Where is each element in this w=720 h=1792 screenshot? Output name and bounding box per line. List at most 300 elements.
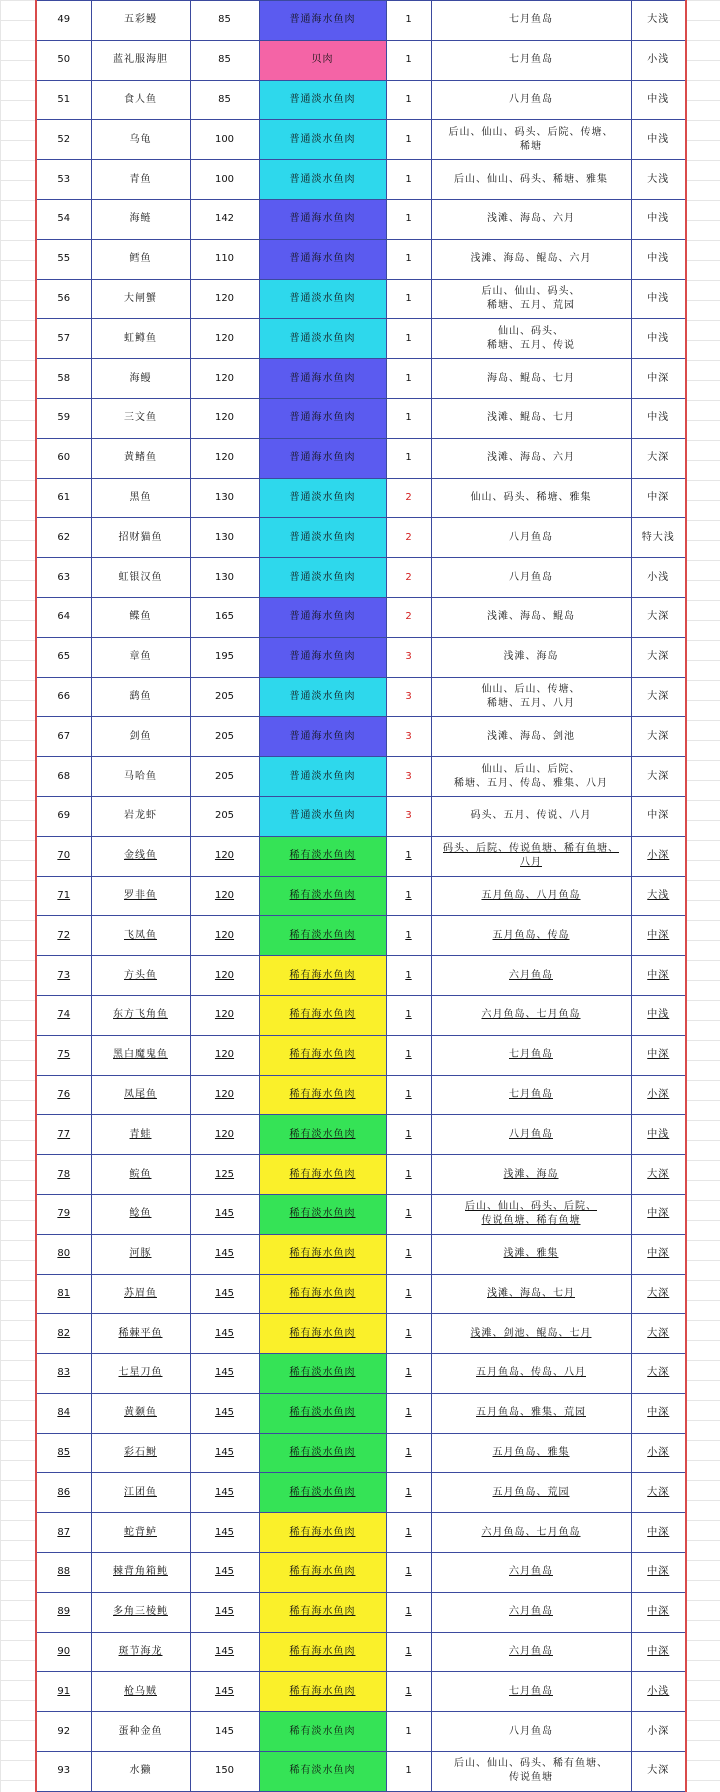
fish-price: 130 bbox=[190, 558, 259, 598]
fish-price: 205 bbox=[190, 717, 259, 757]
fish-quantity: 2 bbox=[386, 478, 431, 518]
fish-locations: 八月鱼岛 bbox=[431, 1115, 631, 1155]
table-row bbox=[36, 796, 686, 836]
row-number: 89 bbox=[36, 1592, 91, 1632]
fish-category: 稀有淡水鱼肉 bbox=[259, 1712, 386, 1752]
fish-size: 中深 bbox=[631, 1234, 686, 1274]
fish-name: 黄鳍鱼 bbox=[91, 438, 190, 478]
fish-price: 120 bbox=[190, 398, 259, 438]
fish-price: 145 bbox=[190, 1393, 259, 1433]
table-row bbox=[36, 916, 686, 956]
fish-size: 小深 bbox=[631, 1075, 686, 1115]
fish-name: 蛇背鲈 bbox=[91, 1513, 190, 1553]
fish-name: 蓝礼服海胆 bbox=[91, 40, 190, 80]
table-row bbox=[36, 1314, 686, 1354]
row-number: 88 bbox=[36, 1553, 91, 1593]
table-row bbox=[36, 160, 686, 200]
fish-size: 大深 bbox=[631, 1752, 686, 1792]
fish-size: 中浅 bbox=[631, 239, 686, 279]
row-number: 91 bbox=[36, 1672, 91, 1712]
fish-price: 85 bbox=[190, 40, 259, 80]
fish-quantity: 1 bbox=[386, 1115, 431, 1155]
table-row bbox=[36, 597, 686, 637]
fish-size: 大深 bbox=[631, 1274, 686, 1314]
fish-price: 145 bbox=[190, 1712, 259, 1752]
fish-name: 青鱼 bbox=[91, 160, 190, 200]
row-number: 62 bbox=[36, 518, 91, 558]
fish-price: 130 bbox=[190, 518, 259, 558]
fish-quantity: 1 bbox=[386, 1194, 431, 1234]
fish-quantity: 1 bbox=[386, 956, 431, 996]
table-row bbox=[36, 1592, 686, 1632]
row-number: 79 bbox=[36, 1194, 91, 1234]
fish-category: 稀有海水鱼肉 bbox=[259, 1632, 386, 1672]
fish-category: 稀有海水鱼肉 bbox=[259, 1234, 386, 1274]
fish-locations: 五月鱼岛、雅集、荒园 bbox=[431, 1393, 631, 1433]
table-row bbox=[36, 836, 686, 876]
fish-quantity: 1 bbox=[386, 916, 431, 956]
fish-size: 中浅 bbox=[631, 120, 686, 160]
row-number: 70 bbox=[36, 836, 91, 876]
fish-locations: 浅滩、海岛、鲲岛 bbox=[431, 597, 631, 637]
fish-quantity: 2 bbox=[386, 558, 431, 598]
fish-locations: 八月鱼岛 bbox=[431, 80, 631, 120]
fish-price: 142 bbox=[190, 199, 259, 239]
row-number: 73 bbox=[36, 956, 91, 996]
fish-quantity: 1 bbox=[386, 80, 431, 120]
fish-name: 河豚 bbox=[91, 1234, 190, 1274]
row-number: 63 bbox=[36, 558, 91, 598]
fish-locations: 浅滩、海岛 bbox=[431, 1155, 631, 1195]
fish-name: 鲽鱼 bbox=[91, 597, 190, 637]
row-number: 64 bbox=[36, 597, 91, 637]
fish-category: 稀有海水鱼肉 bbox=[259, 1155, 386, 1195]
fish-quantity: 1 bbox=[386, 319, 431, 359]
table-row bbox=[36, 319, 686, 359]
fish-locations: 浅滩、海岛 bbox=[431, 637, 631, 677]
fish-size: 中深 bbox=[631, 956, 686, 996]
fish-name: 黄颡鱼 bbox=[91, 1393, 190, 1433]
table-row bbox=[36, 438, 686, 478]
table-row bbox=[36, 40, 686, 80]
fish-category: 普通淡水鱼肉 bbox=[259, 279, 386, 319]
fish-price: 120 bbox=[190, 319, 259, 359]
fish-price: 120 bbox=[190, 1075, 259, 1115]
table-row bbox=[36, 1115, 686, 1155]
fish-quantity: 1 bbox=[386, 239, 431, 279]
fish-price: 205 bbox=[190, 677, 259, 717]
table-row bbox=[36, 359, 686, 399]
fish-size: 中浅 bbox=[631, 80, 686, 120]
fish-name: 枪乌贼 bbox=[91, 1672, 190, 1712]
fish-quantity: 1 bbox=[386, 1433, 431, 1473]
fish-locations: 八月鱼岛 bbox=[431, 1712, 631, 1752]
table-row bbox=[36, 995, 686, 1035]
fish-quantity: 1 bbox=[386, 120, 431, 160]
fish-size: 大深 bbox=[631, 597, 686, 637]
fish-name: 罗非鱼 bbox=[91, 876, 190, 916]
row-number: 87 bbox=[36, 1513, 91, 1553]
fish-name: 五彩鳗 bbox=[91, 1, 190, 41]
fish-locations: 八月鱼岛 bbox=[431, 518, 631, 558]
fish-size: 中深 bbox=[631, 796, 686, 836]
table-row bbox=[36, 717, 686, 757]
row-number: 78 bbox=[36, 1155, 91, 1195]
fish-name: 鲶鱼 bbox=[91, 1194, 190, 1234]
fish-quantity: 1 bbox=[386, 1592, 431, 1632]
fish-price: 195 bbox=[190, 637, 259, 677]
fish-quantity: 1 bbox=[386, 1712, 431, 1752]
fish-size: 大浅 bbox=[631, 1, 686, 41]
table-row bbox=[36, 518, 686, 558]
row-number: 85 bbox=[36, 1433, 91, 1473]
row-number: 60 bbox=[36, 438, 91, 478]
fish-locations: 六月鱼岛 bbox=[431, 1592, 631, 1632]
fish-locations: 海岛、鲲岛、七月 bbox=[431, 359, 631, 399]
table-row bbox=[36, 1712, 686, 1752]
fish-quantity: 1 bbox=[386, 1234, 431, 1274]
fish-quantity: 2 bbox=[386, 597, 431, 637]
fish-category: 稀有海水鱼肉 bbox=[259, 1035, 386, 1075]
row-number: 67 bbox=[36, 717, 91, 757]
fish-name: 水獭 bbox=[91, 1752, 190, 1792]
table-row bbox=[36, 478, 686, 518]
fish-size: 中浅 bbox=[631, 398, 686, 438]
fish-category: 稀有淡水鱼肉 bbox=[259, 836, 386, 876]
fish-size: 中深 bbox=[631, 359, 686, 399]
table-row bbox=[36, 757, 686, 797]
fish-locations: 浅滩、鲲岛、七月 bbox=[431, 398, 631, 438]
fish-locations: 仙山、后山、传塘、 稀塘、五月、八月 bbox=[431, 677, 631, 717]
fish-size: 中深 bbox=[631, 1194, 686, 1234]
fish-price: 145 bbox=[190, 1592, 259, 1632]
fish-name: 彩石鲥 bbox=[91, 1433, 190, 1473]
fish-price: 120 bbox=[190, 279, 259, 319]
fish-category: 普通海水鱼肉 bbox=[259, 359, 386, 399]
fish-size: 小深 bbox=[631, 1712, 686, 1752]
row-number: 53 bbox=[36, 160, 91, 200]
fish-name: 黑鱼 bbox=[91, 478, 190, 518]
fish-locations: 浅滩、雅集 bbox=[431, 1234, 631, 1274]
fish-price: 145 bbox=[190, 1274, 259, 1314]
fish-name: 虹鳟鱼 bbox=[91, 319, 190, 359]
fish-quantity: 1 bbox=[386, 1, 431, 41]
fish-quantity: 1 bbox=[386, 1155, 431, 1195]
fish-category: 稀有海水鱼肉 bbox=[259, 1513, 386, 1553]
row-number: 74 bbox=[36, 995, 91, 1035]
fish-size: 中浅 bbox=[631, 199, 686, 239]
fish-category: 普通淡水鱼肉 bbox=[259, 796, 386, 836]
fish-name: 剑鱼 bbox=[91, 717, 190, 757]
fish-quantity: 1 bbox=[386, 279, 431, 319]
fish-quantity: 3 bbox=[386, 757, 431, 797]
fish-category: 稀有淡水鱼肉 bbox=[259, 1393, 386, 1433]
fish-price: 145 bbox=[190, 1513, 259, 1553]
fish-category: 普通海水鱼肉 bbox=[259, 199, 386, 239]
fish-category: 普通淡水鱼肉 bbox=[259, 319, 386, 359]
fish-name: 凤尾鱼 bbox=[91, 1075, 190, 1115]
fish-locations: 七月鱼岛 bbox=[431, 1, 631, 41]
fish-locations: 六月鱼岛、七月鱼岛 bbox=[431, 1513, 631, 1553]
fish-size: 小深 bbox=[631, 836, 686, 876]
fish-price: 145 bbox=[190, 1354, 259, 1394]
fish-locations: 浅滩、海岛、六月 bbox=[431, 438, 631, 478]
table-row bbox=[36, 637, 686, 677]
fish-quantity: 1 bbox=[386, 1393, 431, 1433]
fish-name: 虹银汉鱼 bbox=[91, 558, 190, 598]
fish-name: 海鲢 bbox=[91, 199, 190, 239]
fish-price: 205 bbox=[190, 796, 259, 836]
fish-size: 中浅 bbox=[631, 995, 686, 1035]
table-row bbox=[36, 1553, 686, 1593]
table-row bbox=[36, 1155, 686, 1195]
fish-price: 100 bbox=[190, 160, 259, 200]
row-number: 77 bbox=[36, 1115, 91, 1155]
fish-size: 大深 bbox=[631, 1314, 686, 1354]
row-number: 68 bbox=[36, 757, 91, 797]
fish-quantity: 1 bbox=[386, 398, 431, 438]
fish-name: 金线鱼 bbox=[91, 836, 190, 876]
fish-quantity: 1 bbox=[386, 1632, 431, 1672]
row-number: 80 bbox=[36, 1234, 91, 1274]
fish-size: 大深 bbox=[631, 637, 686, 677]
fish-name: 三文鱼 bbox=[91, 398, 190, 438]
fish-name: 招财猫鱼 bbox=[91, 518, 190, 558]
fish-quantity: 1 bbox=[386, 1314, 431, 1354]
table-row bbox=[36, 279, 686, 319]
fish-quantity: 1 bbox=[386, 1513, 431, 1553]
fish-quantity: 1 bbox=[386, 199, 431, 239]
fish-name: 七星刀鱼 bbox=[91, 1354, 190, 1394]
fish-locations: 七月鱼岛 bbox=[431, 40, 631, 80]
fish-name: 斑节海龙 bbox=[91, 1632, 190, 1672]
fish-locations: 后山、仙山、码头、稀有鱼塘、 传说鱼塘 bbox=[431, 1752, 631, 1792]
fish-locations: 后山、仙山、码头、后院、传塘、 稀塘 bbox=[431, 120, 631, 160]
fish-table-body bbox=[36, 1, 686, 1792]
fish-price: 145 bbox=[190, 1194, 259, 1234]
row-number: 93 bbox=[36, 1752, 91, 1792]
fish-category: 稀有淡水鱼肉 bbox=[259, 1433, 386, 1473]
table-row bbox=[36, 239, 686, 279]
fish-name: 鹞鱼 bbox=[91, 677, 190, 717]
fish-locations: 五月鱼岛、传岛、八月 bbox=[431, 1354, 631, 1394]
table-row bbox=[36, 677, 686, 717]
fish-price: 120 bbox=[190, 995, 259, 1035]
fish-name: 黑白魔鬼鱼 bbox=[91, 1035, 190, 1075]
fish-category: 稀有海水鱼肉 bbox=[259, 1553, 386, 1593]
fish-price: 120 bbox=[190, 1035, 259, 1075]
row-number: 69 bbox=[36, 796, 91, 836]
fish-name: 江团鱼 bbox=[91, 1473, 190, 1513]
table-row bbox=[36, 1, 686, 41]
fish-category: 普通淡水鱼肉 bbox=[259, 120, 386, 160]
fish-locations: 六月鱼岛 bbox=[431, 1553, 631, 1593]
fish-locations: 仙山、码头、 稀塘、五月、传说 bbox=[431, 319, 631, 359]
fish-category: 稀有淡水鱼肉 bbox=[259, 1752, 386, 1792]
fish-size: 中浅 bbox=[631, 1115, 686, 1155]
row-number: 81 bbox=[36, 1274, 91, 1314]
fish-name: 飞凤鱼 bbox=[91, 916, 190, 956]
fish-category: 普通淡水鱼肉 bbox=[259, 80, 386, 120]
fish-size: 大深 bbox=[631, 1155, 686, 1195]
fish-category: 稀有淡水鱼肉 bbox=[259, 1115, 386, 1155]
fish-name: 青蛙 bbox=[91, 1115, 190, 1155]
row-number: 82 bbox=[36, 1314, 91, 1354]
fish-name: 岩龙虾 bbox=[91, 796, 190, 836]
fish-price: 145 bbox=[190, 1234, 259, 1274]
row-number: 90 bbox=[36, 1632, 91, 1672]
fish-size: 小深 bbox=[631, 1433, 686, 1473]
fish-quantity: 1 bbox=[386, 876, 431, 916]
fish-category: 普通海水鱼肉 bbox=[259, 597, 386, 637]
fish-name: 东方飞角鱼 bbox=[91, 995, 190, 1035]
fish-category: 稀有淡水鱼肉 bbox=[259, 1354, 386, 1394]
fish-price: 120 bbox=[190, 876, 259, 916]
fish-size: 小浅 bbox=[631, 1672, 686, 1712]
fish-price: 145 bbox=[190, 1433, 259, 1473]
row-number: 50 bbox=[36, 40, 91, 80]
fish-quantity: 1 bbox=[386, 1075, 431, 1115]
table-row bbox=[36, 199, 686, 239]
fish-size: 小浅 bbox=[631, 558, 686, 598]
row-number: 86 bbox=[36, 1473, 91, 1513]
fish-quantity: 3 bbox=[386, 796, 431, 836]
fish-locations: 五月鱼岛、传岛 bbox=[431, 916, 631, 956]
fish-price: 145 bbox=[190, 1632, 259, 1672]
fish-category: 稀有海水鱼肉 bbox=[259, 1672, 386, 1712]
fish-category: 稀有海水鱼肉 bbox=[259, 1592, 386, 1632]
fish-locations: 浅滩、海岛、六月 bbox=[431, 199, 631, 239]
row-number: 51 bbox=[36, 80, 91, 120]
table-row bbox=[36, 1433, 686, 1473]
row-number: 65 bbox=[36, 637, 91, 677]
fish-quantity: 1 bbox=[386, 438, 431, 478]
row-number: 61 bbox=[36, 478, 91, 518]
fish-price: 110 bbox=[190, 239, 259, 279]
fish-price: 145 bbox=[190, 1473, 259, 1513]
fish-locations: 码头、五月、传说、八月 bbox=[431, 796, 631, 836]
fish-locations: 浅滩、海岛、七月 bbox=[431, 1274, 631, 1314]
fish-price: 150 bbox=[190, 1752, 259, 1792]
fish-quantity: 1 bbox=[386, 995, 431, 1035]
fish-size: 大深 bbox=[631, 717, 686, 757]
fish-category: 稀有淡水鱼肉 bbox=[259, 1473, 386, 1513]
fish-name: 稀棘平鱼 bbox=[91, 1314, 190, 1354]
fish-category: 普通海水鱼肉 bbox=[259, 438, 386, 478]
fish-quantity: 1 bbox=[386, 1672, 431, 1712]
row-number: 66 bbox=[36, 677, 91, 717]
fish-quantity: 1 bbox=[386, 359, 431, 399]
fish-price: 120 bbox=[190, 1115, 259, 1155]
fish-size: 中深 bbox=[631, 1035, 686, 1075]
fish-price: 205 bbox=[190, 757, 259, 797]
row-number: 58 bbox=[36, 359, 91, 399]
row-number: 49 bbox=[36, 1, 91, 41]
fish-locations: 七月鱼岛 bbox=[431, 1035, 631, 1075]
fish-category: 稀有淡水鱼肉 bbox=[259, 1194, 386, 1234]
fish-price: 130 bbox=[190, 478, 259, 518]
fish-price: 120 bbox=[190, 438, 259, 478]
fish-quantity: 3 bbox=[386, 637, 431, 677]
fish-price: 120 bbox=[190, 916, 259, 956]
table-row bbox=[36, 1035, 686, 1075]
fish-size: 中浅 bbox=[631, 279, 686, 319]
fish-price: 120 bbox=[190, 956, 259, 996]
fish-name: 马哈鱼 bbox=[91, 757, 190, 797]
fish-size: 大深 bbox=[631, 757, 686, 797]
fish-quantity: 1 bbox=[386, 1354, 431, 1394]
fish-locations: 浅滩、剑池、鲲岛、七月 bbox=[431, 1314, 631, 1354]
fish-size: 中深 bbox=[631, 478, 686, 518]
fish-quantity: 2 bbox=[386, 518, 431, 558]
fish-size: 中深 bbox=[631, 1553, 686, 1593]
fish-category: 普通海水鱼肉 bbox=[259, 239, 386, 279]
fish-quantity: 1 bbox=[386, 160, 431, 200]
fish-size: 大深 bbox=[631, 438, 686, 478]
fish-locations: 七月鱼岛 bbox=[431, 1672, 631, 1712]
fish-name: 苏眉鱼 bbox=[91, 1274, 190, 1314]
fish-size: 大浅 bbox=[631, 876, 686, 916]
fish-name: 乌龟 bbox=[91, 120, 190, 160]
fish-category: 普通海水鱼肉 bbox=[259, 398, 386, 438]
fish-name: 鳕鱼 bbox=[91, 239, 190, 279]
fish-category: 普通淡水鱼肉 bbox=[259, 757, 386, 797]
row-number: 59 bbox=[36, 398, 91, 438]
fish-category: 普通淡水鱼肉 bbox=[259, 518, 386, 558]
fish-category: 贝肉 bbox=[259, 40, 386, 80]
fish-category: 普通海水鱼肉 bbox=[259, 1, 386, 41]
fish-size: 大浅 bbox=[631, 160, 686, 200]
fish-quantity: 1 bbox=[386, 1752, 431, 1792]
fish-name: 章鱼 bbox=[91, 637, 190, 677]
table-row bbox=[36, 1513, 686, 1553]
fish-name: 食人鱼 bbox=[91, 80, 190, 120]
fish-price: 85 bbox=[190, 80, 259, 120]
fish-category: 普通海水鱼肉 bbox=[259, 717, 386, 757]
fish-name: 棘背角箱鲀 bbox=[91, 1553, 190, 1593]
fish-category: 稀有淡水鱼肉 bbox=[259, 916, 386, 956]
fish-table bbox=[35, 0, 687, 1792]
fish-quantity: 3 bbox=[386, 717, 431, 757]
fish-quantity: 1 bbox=[386, 1274, 431, 1314]
fish-locations: 浅滩、海岛、剑池 bbox=[431, 717, 631, 757]
fish-locations: 仙山、码头、稀塘、雅集 bbox=[431, 478, 631, 518]
fish-size: 大深 bbox=[631, 1473, 686, 1513]
row-number: 56 bbox=[36, 279, 91, 319]
row-number: 71 bbox=[36, 876, 91, 916]
row-number: 76 bbox=[36, 1075, 91, 1115]
table-row bbox=[36, 1752, 686, 1792]
row-number: 84 bbox=[36, 1393, 91, 1433]
table-row bbox=[36, 876, 686, 916]
fish-category: 稀有海水鱼肉 bbox=[259, 1314, 386, 1354]
fish-name: 海鳗 bbox=[91, 359, 190, 399]
fish-size: 中深 bbox=[631, 1632, 686, 1672]
fish-locations: 浅滩、海岛、鲲岛、六月 bbox=[431, 239, 631, 279]
row-number: 92 bbox=[36, 1712, 91, 1752]
fish-size: 大深 bbox=[631, 677, 686, 717]
table-row bbox=[36, 558, 686, 598]
fish-category: 稀有海水鱼肉 bbox=[259, 1274, 386, 1314]
table-row bbox=[36, 1075, 686, 1115]
table-row bbox=[36, 80, 686, 120]
fish-quantity: 1 bbox=[386, 836, 431, 876]
table-row bbox=[36, 1393, 686, 1433]
fish-locations: 码头、后院、传说鱼塘、稀有鱼塘、 八月 bbox=[431, 836, 631, 876]
table-row bbox=[36, 956, 686, 996]
fish-price: 145 bbox=[190, 1553, 259, 1593]
fish-quantity: 1 bbox=[386, 1473, 431, 1513]
